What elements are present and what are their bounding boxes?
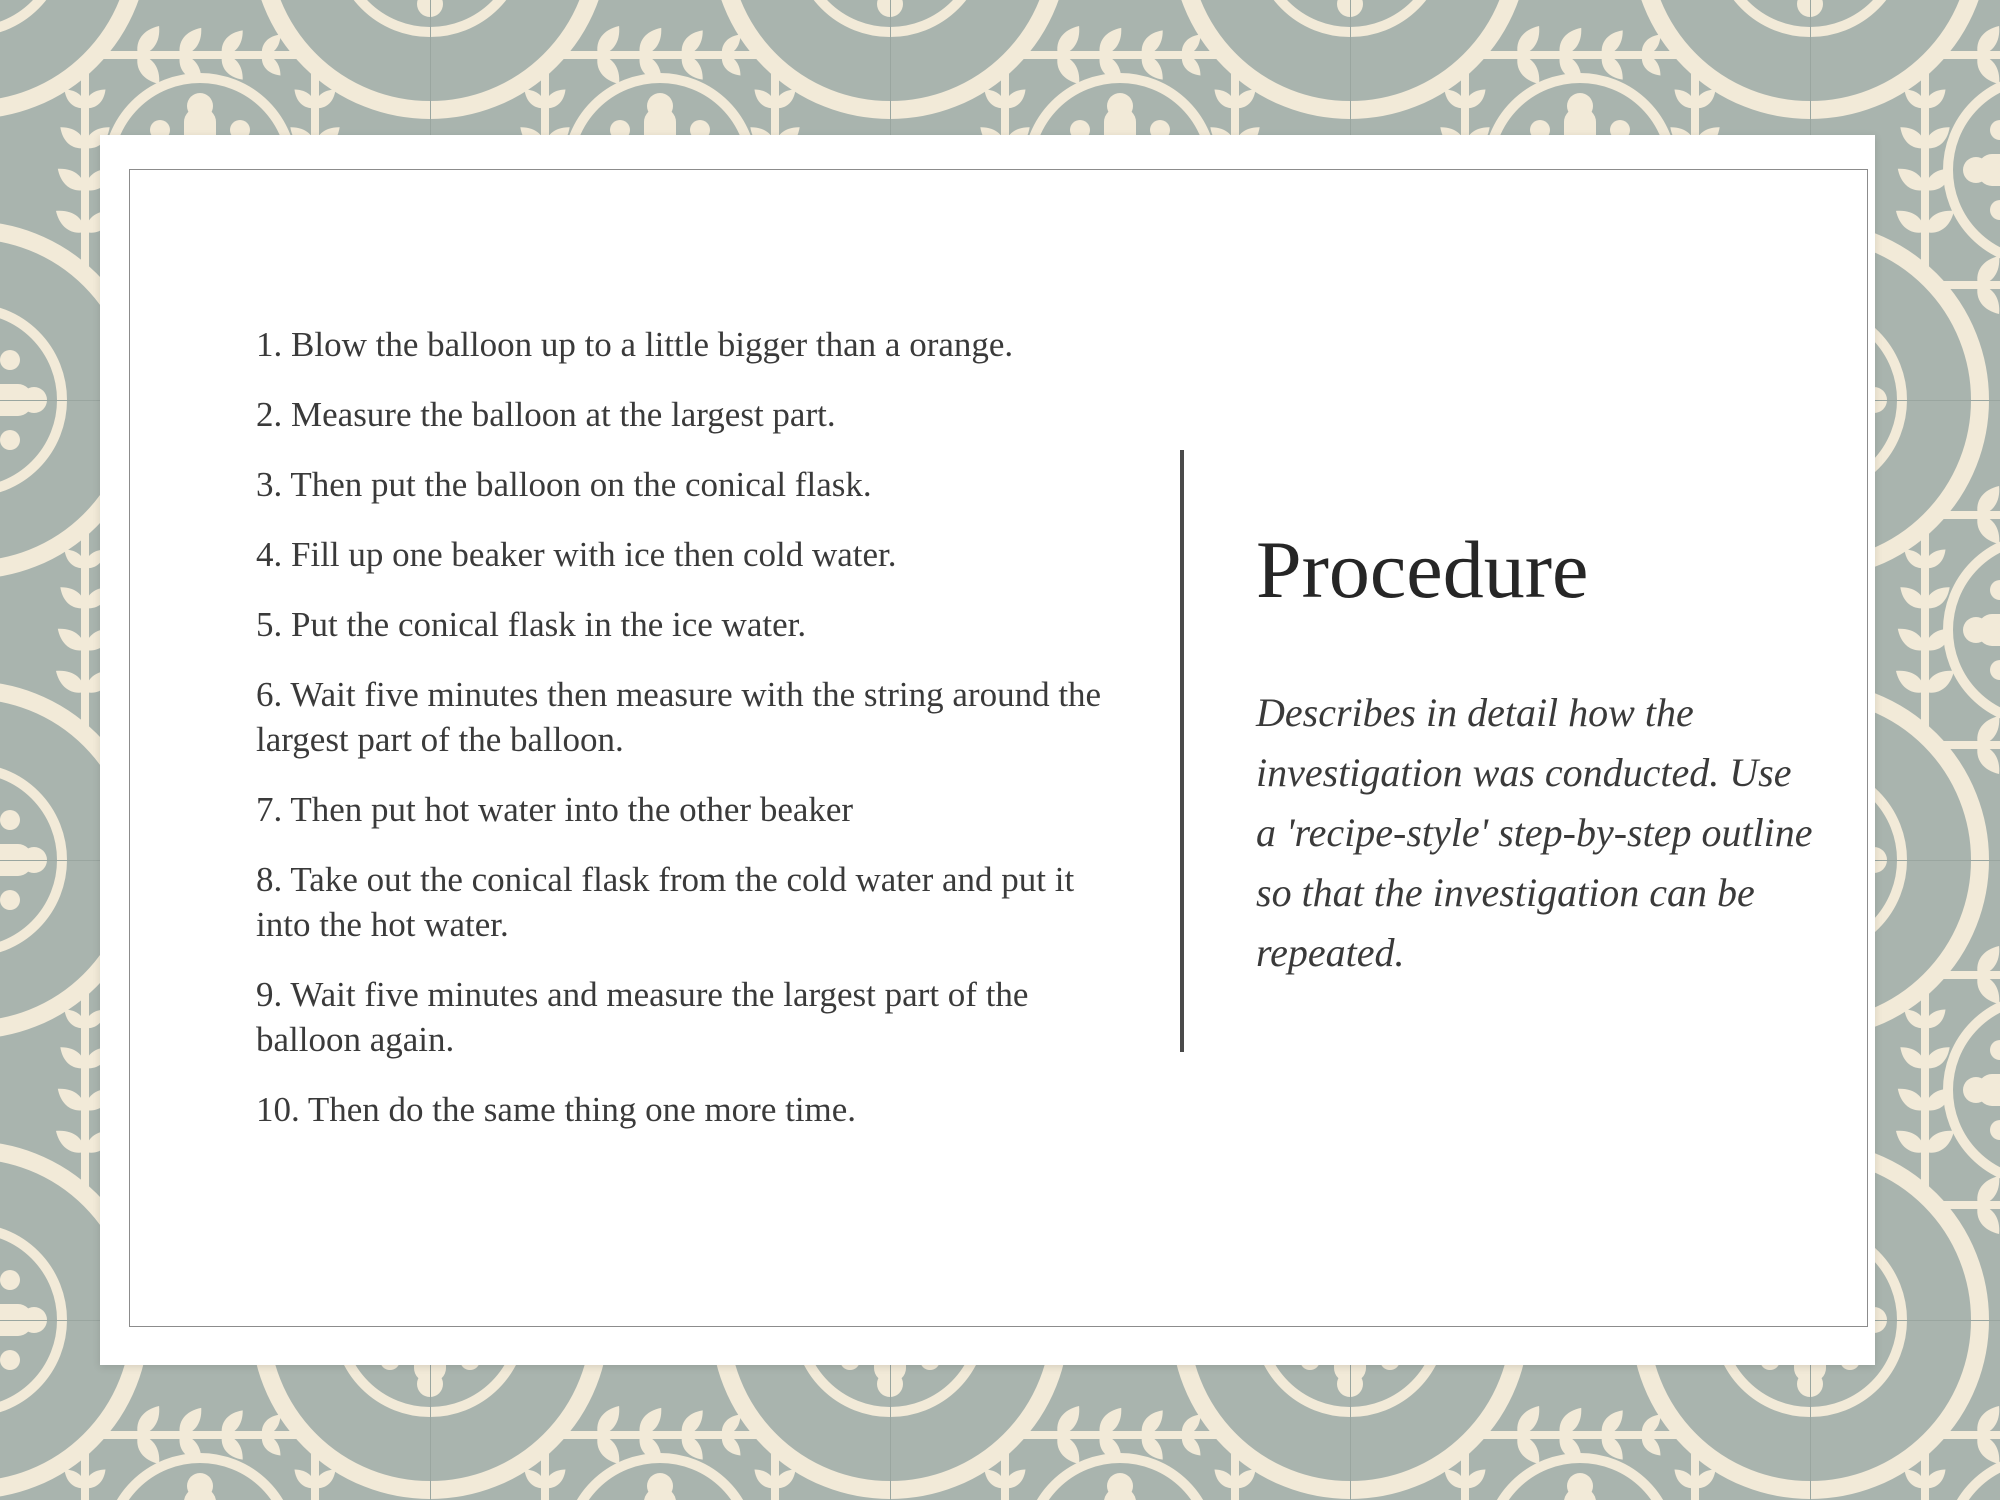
step-item: 8. Take out the conical flask from the cold water and put it into the hot water.: [256, 860, 1075, 944]
vertical-divider: [1180, 450, 1184, 1052]
step-item: 4. Fill up one beaker with ice then cold water.: [256, 535, 897, 574]
slide-title: Procedure: [1256, 524, 1589, 615]
step-item: 10. Then do the same thing one more time.: [256, 1090, 857, 1129]
slide-description: Describes in detail how the investigation was conducted. Use a 'recipe-style' step-by-step outline so that the investigation can be repeated.: [1256, 690, 1813, 975]
step-item: 2. Measure the balloon at the largest part.: [256, 395, 836, 434]
step-item: 7. Then put hot water into the other beaker: [256, 790, 854, 829]
step-item: 6. Wait five minutes then measure with the string around the largest part of the balloon.: [256, 675, 1102, 759]
step-item: 9. Wait five minutes and measure the largest part of the balloon again.: [256, 975, 1029, 1059]
step-item: 3. Then put the balloon on the conical flask.: [256, 465, 872, 504]
step-item: 5. Put the conical flask in the ice water.: [256, 605, 807, 644]
step-item: 1. Blow the balloon up to a little bigger than a orange.: [256, 325, 1014, 364]
procedure-steps-list: [256, 322, 1116, 1157]
